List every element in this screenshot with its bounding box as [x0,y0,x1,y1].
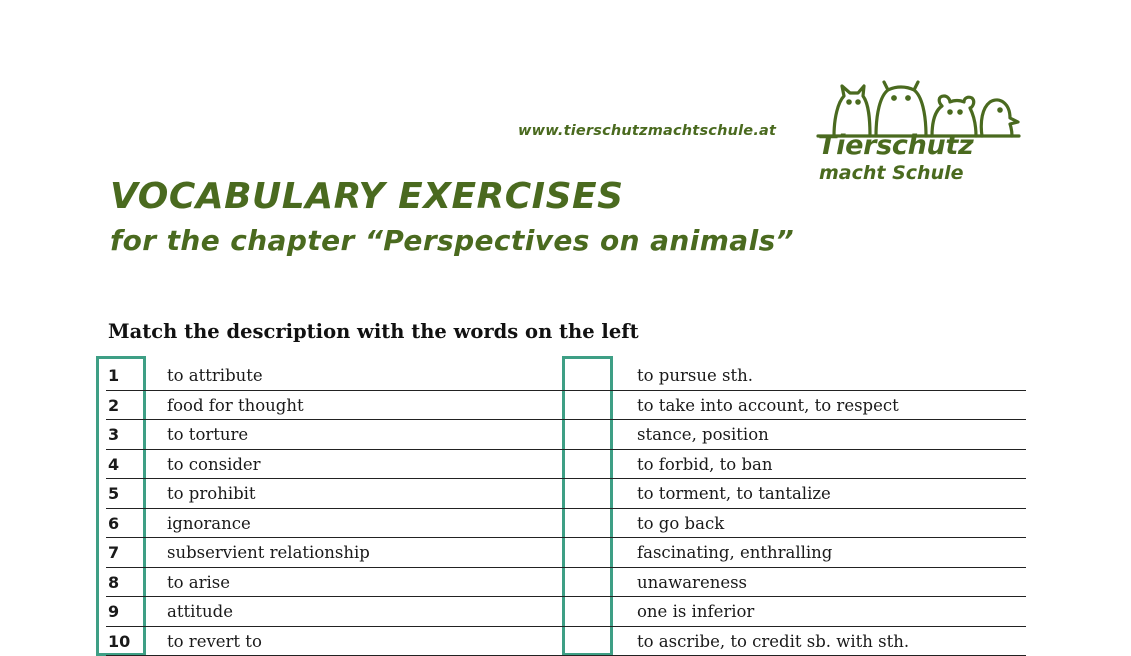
table-row [106,509,1026,539]
vocabulary-description: unawareness [637,573,747,592]
vocabulary-word: attitude [167,602,233,621]
vocabulary-word: food for thought [167,396,304,415]
table-row [106,538,1026,568]
table-row [106,479,1026,509]
row-number: 1 [108,366,119,385]
table-row [106,361,1026,391]
vocabulary-description: fascinating, enthralling [637,543,832,562]
website-url[interactable]: www.tierschutzmachtschule.at [518,123,776,139]
row-number: 8 [108,573,119,592]
vocabulary-word: to consider [167,455,261,474]
vocabulary-word: to torture [167,425,248,444]
vocabulary-description: to go back [637,514,724,533]
table-row [106,450,1026,480]
table-row [106,568,1026,598]
vocabulary-description: to forbid, to ban [637,455,772,474]
row-number: 2 [108,396,119,415]
vocabulary-description: one is inferior [637,602,754,621]
vocabulary-word: to arise [167,573,230,592]
row-number: 7 [108,543,119,562]
row-number: 6 [108,514,119,533]
vocabulary-word: to attribute [167,366,263,385]
table-row [106,627,1026,656]
logo-wordmark-macht-schule: macht Schule [819,162,964,184]
vocabulary-description: to take into account, to respect [637,396,899,415]
vocabulary-description: to torment, to tantalize [637,484,831,503]
row-number: 9 [108,602,119,621]
vocabulary-word: to revert to [167,632,262,651]
vocabulary-table [106,361,1026,656]
page-subtitle: for the chapter “Perspectives on animals” [110,224,794,257]
table-row [106,597,1026,627]
page-title: VOCABULARY EXERCISES [110,176,624,217]
table-row [106,391,1026,421]
row-number: 5 [108,484,119,503]
table-row [106,420,1026,450]
vocabulary-description: to pursue sth. [637,366,753,385]
logo-wordmark-tierschutz: Tierschutz [818,130,973,161]
exercise-instruction: Match the description with the words on the left [108,320,639,343]
animal-silhouettes-icon [814,78,1029,138]
row-number: 4 [108,455,119,474]
row-number: 3 [108,425,119,444]
tierschutz-logo [814,78,1029,188]
vocabulary-word: to prohibit [167,484,256,503]
vocabulary-word: ignorance [167,514,251,533]
vocabulary-description: to ascribe, to credit sb. with sth. [637,632,909,651]
row-number: 10 [108,632,130,651]
vocabulary-description: stance, position [637,425,769,444]
vocabulary-word: subservient relationship [167,543,370,562]
